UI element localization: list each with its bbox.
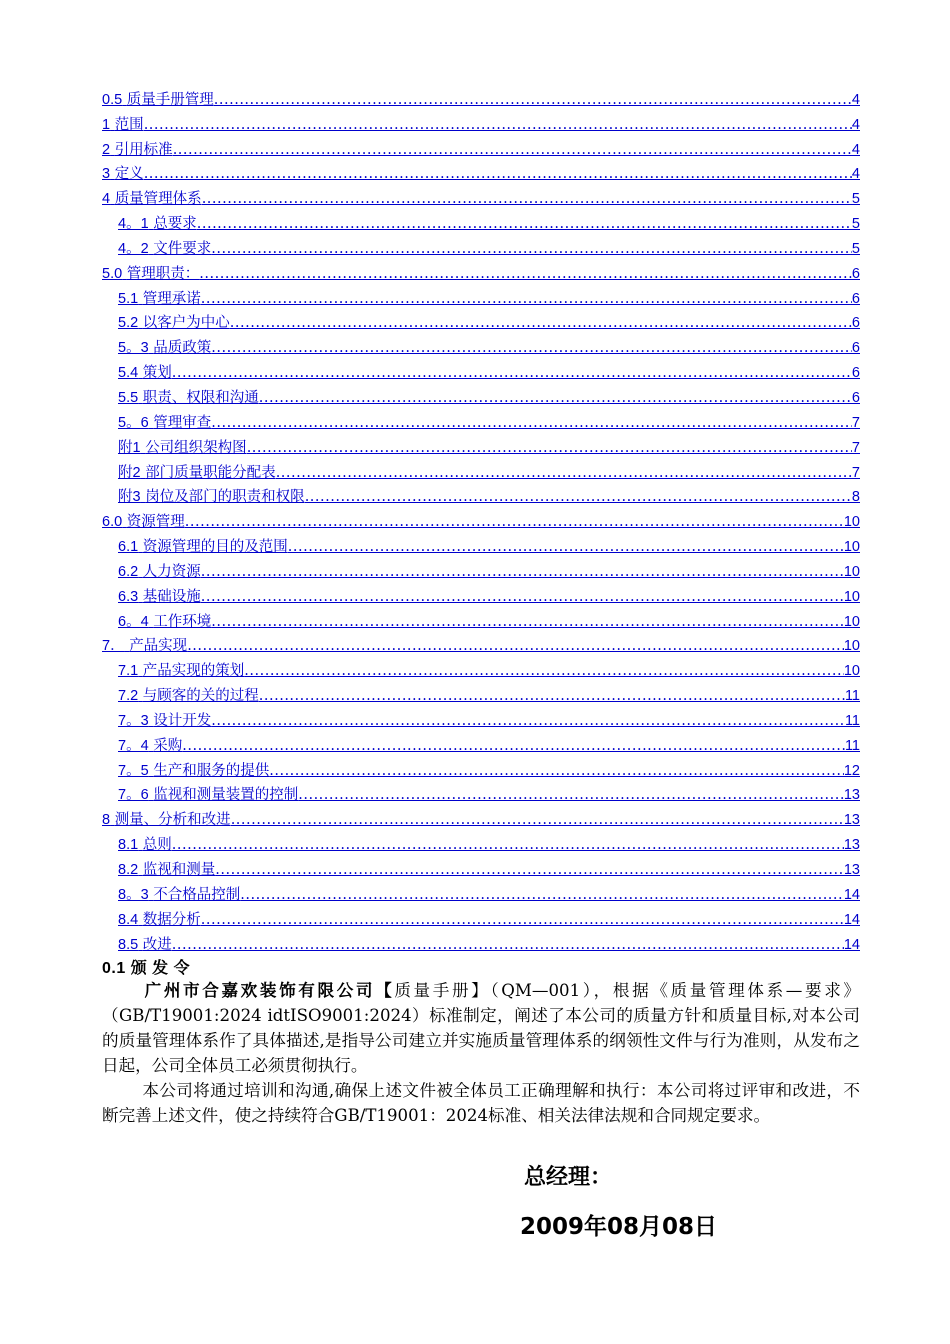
toc-dot-leader xyxy=(187,637,844,655)
toc-entry-text: 引用标准 xyxy=(114,141,173,158)
toc-entry-number: 5.1 xyxy=(118,290,139,307)
toc-entry-text: 资源管理的目的及范围 xyxy=(142,539,288,556)
toc-page-number: 10 xyxy=(843,563,860,580)
toc-page-number: 5 xyxy=(851,216,860,233)
toc-entry-label xyxy=(118,936,172,954)
toc-entry-label xyxy=(118,563,201,581)
toc-entry-number: 附3 xyxy=(118,489,141,506)
toc-entry-number: 7。6 xyxy=(118,787,149,804)
toc-entry[interactable] xyxy=(102,233,860,258)
toc-entry[interactable] xyxy=(102,829,860,854)
toc-entry-number: 8.2 xyxy=(118,862,139,878)
toc-page-number: 10 xyxy=(843,638,860,655)
toc-entry-label xyxy=(118,339,211,357)
toc-entry[interactable] xyxy=(102,109,860,134)
toc-entry-label xyxy=(118,737,182,755)
toc-dot-leader xyxy=(172,936,844,954)
toc-entry-text: 与顾客的关的过程 xyxy=(142,688,259,705)
toc-entry-label xyxy=(118,662,244,680)
toc-dot-leader xyxy=(269,762,844,780)
decree-paragraph-2-text: 本公司将通过培训和沟通,确保上述文件被全体员工正确理解和执行：本公司将过评审和改进，不断完善上述文件，使之持续符合GB/T19001：2024标准、相关法律法规和合同规定要求。 xyxy=(102,1081,860,1125)
toc-page-number: 5 xyxy=(851,240,860,257)
toc-entry-number: 5。3 xyxy=(118,340,149,357)
toc-dot-leader xyxy=(197,215,852,233)
toc-entry-text: 质量管理体系 xyxy=(114,191,202,208)
toc-entry-label xyxy=(118,389,259,407)
toc-entry[interactable] xyxy=(102,606,860,631)
decree-paragraph-1-text: 质量手册】（QM—001），根据《质量管理体系—要求》（GB/T19001:2024 idtISO9001:2024）标准制定，阐述了本公司的质量方针和质量目标,对本公司的质量管理体系作了具体描述,是指导公司建立并实施质量管理体系的纲领性文件与行为准则，从发布之日起，公司全体员工必须贯彻执行。 xyxy=(102,981,861,1075)
toc-entry-text: 工作环境 xyxy=(153,613,212,630)
toc-entry-label xyxy=(102,513,185,531)
decree-paragraph-2 xyxy=(102,1078,860,1128)
toc-entry-number: 7.1 xyxy=(118,663,139,680)
toc-dot-leader xyxy=(259,389,852,407)
toc-entry-number: 4 xyxy=(102,191,111,208)
toc-dot-leader xyxy=(201,588,844,606)
toc-page-number: 4 xyxy=(851,166,860,183)
toc-page-number: 13 xyxy=(843,837,860,854)
toc-entry-label xyxy=(118,786,298,804)
toc-entry-text: 生产和服务的提供 xyxy=(153,762,270,779)
toc-dot-leader xyxy=(211,712,845,730)
toc-entry[interactable] xyxy=(102,705,860,730)
toc-page-number: 14 xyxy=(843,911,860,928)
toc-page-number: 6 xyxy=(851,265,860,282)
toc-entry-number: 1 xyxy=(102,116,111,133)
toc-page-number: 8 xyxy=(851,489,860,506)
toc-entry-label xyxy=(118,364,172,382)
toc-entry-text: 监视和测量装置的控制 xyxy=(153,787,299,804)
toc-entry-text: 测量、分析和改进 xyxy=(114,812,231,829)
toc-entry-number: 0.5 xyxy=(102,91,123,108)
toc-page-number: 5 xyxy=(851,191,860,208)
toc-entry-number: 7。3 xyxy=(118,712,149,729)
toc-entry-label xyxy=(118,464,276,482)
toc-entry-text: 基础设施 xyxy=(142,588,201,605)
toc-dot-leader xyxy=(305,488,852,506)
toc-page-number: 11 xyxy=(844,737,860,754)
toc-entry-number: 5.0 xyxy=(102,265,123,282)
toc-entry-number: 8.4 xyxy=(118,911,139,928)
toc-dot-leader xyxy=(201,563,844,581)
section-title: 0.1 颁 发 令 xyxy=(102,960,191,977)
toc-entry[interactable] xyxy=(102,332,860,357)
toc-dot-leader xyxy=(298,786,844,804)
toc-dot-leader xyxy=(173,141,852,159)
toc-entry-number: 8.1 xyxy=(118,837,139,854)
toc-dot-leader xyxy=(211,414,852,432)
toc-entry[interactable] xyxy=(102,631,860,656)
toc-entry[interactable] xyxy=(102,755,860,780)
toc-dot-leader xyxy=(211,240,852,258)
toc-dot-leader xyxy=(276,464,852,482)
toc-entry-label xyxy=(102,116,144,134)
toc-dot-leader xyxy=(247,439,852,457)
toc-dot-leader xyxy=(201,290,852,308)
toc-entry-text: 管理职责： xyxy=(126,265,200,282)
toc-dot-leader xyxy=(215,861,844,879)
toc-entry-number: 附2 xyxy=(118,464,141,481)
toc-entry-label xyxy=(118,314,230,332)
toc-entry-label xyxy=(118,687,259,705)
toc-dot-leader xyxy=(185,513,844,531)
toc-entry[interactable] xyxy=(102,432,860,457)
toc-entry-text: 采购 xyxy=(153,737,183,754)
toc-entry-label xyxy=(118,762,269,780)
toc-page-number: 10 xyxy=(843,539,860,556)
toc-entry-number: 5。6 xyxy=(118,414,149,431)
signature-title: 总经理： xyxy=(524,1165,613,1190)
toc-entry-label xyxy=(118,290,201,308)
toc-page-number: 14 xyxy=(843,886,860,903)
toc-entry[interactable] xyxy=(102,531,860,556)
toc-entry-number: 7.2 xyxy=(118,688,139,705)
toc-entry-label xyxy=(102,141,173,159)
toc-page-number: 4 xyxy=(851,141,860,158)
toc-page-number: 13 xyxy=(843,812,860,829)
toc-dot-leader xyxy=(144,165,852,183)
toc-page-number: 13 xyxy=(843,862,860,878)
toc-entry[interactable] xyxy=(102,159,860,184)
toc-entry-label xyxy=(102,811,231,829)
toc-entry-text: 人力资源 xyxy=(142,563,201,580)
toc-dot-leader xyxy=(214,91,852,109)
toc-entry-label xyxy=(118,240,211,258)
toc-entry-text: 公司组织架构图 xyxy=(145,439,247,456)
toc-entry-label xyxy=(102,91,214,109)
toc-dot-leader xyxy=(182,737,845,755)
toc-entry-text: 设计开发 xyxy=(153,712,212,729)
toc-entry-text: 文件要求 xyxy=(153,240,212,257)
toc-entry-label xyxy=(118,588,201,606)
toc-page-number: 7 xyxy=(851,414,860,431)
toc-entry-text: 不合格品控制 xyxy=(153,886,241,903)
toc-entry[interactable] xyxy=(102,183,860,208)
toc-dot-leader xyxy=(211,613,844,631)
toc-page-number: 6 xyxy=(851,389,860,406)
toc-entry-number: 8.5 xyxy=(118,936,139,953)
toc-dot-leader xyxy=(172,836,844,854)
toc-entry-text: 质量手册管理 xyxy=(126,91,214,108)
toc-entry-label xyxy=(102,637,187,655)
toc-entry[interactable] xyxy=(102,804,860,829)
toc-entry-text: 定义 xyxy=(114,166,144,183)
toc-dot-leader xyxy=(202,190,852,208)
toc-entry-number: 8 xyxy=(102,812,111,829)
toc-entry-text: 监视和测量 xyxy=(142,862,216,878)
toc-page-number: 14 xyxy=(843,936,860,953)
toc-dot-leader xyxy=(231,811,844,829)
toc-entry-number: 附1 xyxy=(118,439,141,456)
toc-entry[interactable] xyxy=(102,730,860,755)
toc-page-number: 6 xyxy=(851,315,860,332)
table-of-contents xyxy=(102,84,860,954)
toc-dot-leader xyxy=(172,364,852,382)
toc-entry-number: 7。4 xyxy=(118,737,149,754)
toc-entry-number: 6.2 xyxy=(118,563,139,580)
toc-entry-label xyxy=(118,836,172,854)
toc-entry[interactable] xyxy=(102,357,860,382)
company-name: 广州市合嘉欢装饰有限公司【 xyxy=(142,980,395,1000)
toc-entry-label xyxy=(118,861,215,879)
toc-entry-number: 6.3 xyxy=(118,588,139,605)
toc-entry[interactable] xyxy=(102,780,860,805)
toc-entry-text: 总则 xyxy=(142,837,172,854)
toc-page-number: 6 xyxy=(851,365,860,382)
toc-page-number: 11 xyxy=(844,688,860,705)
toc-entry[interactable] xyxy=(102,134,860,159)
toc-dot-leader xyxy=(240,886,844,904)
signature-date: 2009年08月08日 xyxy=(520,1214,718,1240)
toc-entry-text: 改进 xyxy=(142,936,172,953)
toc-dot-leader xyxy=(288,538,844,556)
toc-entry-label xyxy=(118,439,247,457)
toc-entry[interactable] xyxy=(102,84,860,109)
toc-entry-label xyxy=(118,538,288,556)
toc-entry-label xyxy=(118,712,211,730)
toc-entry[interactable] xyxy=(102,382,860,407)
toc-entry-number: 4。2 xyxy=(118,240,149,257)
toc-entry-text: 品质政策 xyxy=(153,340,212,357)
toc-entry-text: 范围 xyxy=(114,116,144,133)
toc-entry[interactable] xyxy=(102,854,860,879)
toc-entry-label xyxy=(102,265,199,283)
toc-entry[interactable] xyxy=(102,655,860,680)
toc-page-number: 6 xyxy=(851,340,860,357)
toc-entry-number: 6.0 xyxy=(102,514,123,531)
toc-page-number: 11 xyxy=(844,712,860,729)
toc-entry[interactable] xyxy=(102,506,860,531)
toc-entry-number: 5.2 xyxy=(118,315,139,332)
toc-entry-label xyxy=(118,886,240,904)
toc-entry-label xyxy=(102,190,202,208)
toc-page-number: 10 xyxy=(843,663,860,680)
toc-dot-leader xyxy=(199,265,852,283)
toc-entry-text: 产品实现 xyxy=(129,638,188,655)
toc-entry[interactable] xyxy=(102,581,860,606)
toc-entry-text: 岗位及部门的职责和权限 xyxy=(145,489,305,506)
toc-entry[interactable] xyxy=(102,556,860,581)
toc-entry-text: 管理审查 xyxy=(153,414,212,431)
toc-entry[interactable] xyxy=(102,680,860,705)
toc-entry[interactable] xyxy=(102,308,860,333)
toc-page-number: 4 xyxy=(851,91,860,108)
toc-entry-number: 3 xyxy=(102,166,111,183)
toc-entry-text: 资源管理 xyxy=(126,514,185,531)
toc-entry-number: 7。5 xyxy=(118,762,149,779)
toc-entry-label xyxy=(118,215,197,233)
toc-entry-label xyxy=(118,488,305,506)
toc-page-number: 10 xyxy=(843,588,860,605)
toc-entry-number: 6。4 xyxy=(118,613,149,630)
toc-page-number: 6 xyxy=(851,290,860,307)
toc-entry-number: 8。3 xyxy=(118,886,149,903)
toc-entry[interactable] xyxy=(102,208,860,233)
decree-paragraph-1 xyxy=(102,978,860,1078)
toc-entry-text: 策划 xyxy=(142,365,172,382)
toc-entry-number: 4。1 xyxy=(118,216,149,233)
toc-dot-leader xyxy=(201,911,844,929)
toc-entry-text: 以客户为中心 xyxy=(142,315,230,332)
toc-dot-leader xyxy=(144,116,852,134)
toc-dot-leader xyxy=(211,339,852,357)
toc-page-number: 12 xyxy=(843,762,860,779)
toc-page-number: 7 xyxy=(851,439,860,456)
toc-entry-label xyxy=(102,165,144,183)
toc-entry[interactable] xyxy=(102,482,860,507)
toc-entry-text: 数据分析 xyxy=(142,911,201,928)
toc-entry-text: 管理承诺 xyxy=(142,290,201,307)
toc-dot-leader xyxy=(259,687,845,705)
toc-page-number: 7 xyxy=(851,464,860,481)
toc-page-number: 10 xyxy=(843,514,860,531)
toc-dot-leader xyxy=(244,662,844,680)
toc-entry-number: 2 xyxy=(102,141,111,158)
toc-entry-label xyxy=(118,911,201,929)
toc-dot-leader xyxy=(230,314,852,332)
toc-entry[interactable] xyxy=(102,929,860,954)
toc-entry-text: 部门质量职能分配表 xyxy=(145,464,276,481)
toc-entry-number: 5.5 xyxy=(118,389,139,406)
toc-entry[interactable] xyxy=(102,283,860,308)
toc-entry-label xyxy=(118,414,211,432)
toc-entry-label xyxy=(118,613,211,631)
toc-entry-number: 6.1 xyxy=(118,539,139,556)
toc-entry-text: 产品实现的策划 xyxy=(142,663,245,680)
toc-entry[interactable] xyxy=(102,879,860,904)
toc-entry-text: 职责、权限和沟通 xyxy=(142,389,259,406)
toc-entry-text: 总要求 xyxy=(153,216,197,233)
toc-entry[interactable] xyxy=(102,457,860,482)
toc-entry-number: 7． xyxy=(102,638,125,655)
toc-page-number: 10 xyxy=(843,613,860,630)
toc-page-number: 13 xyxy=(843,787,860,804)
toc-entry[interactable] xyxy=(102,904,860,929)
toc-entry[interactable] xyxy=(102,407,860,432)
toc-page-number: 4 xyxy=(851,116,860,133)
toc-entry[interactable] xyxy=(102,258,860,283)
toc-entry-number: 5.4 xyxy=(118,365,139,382)
